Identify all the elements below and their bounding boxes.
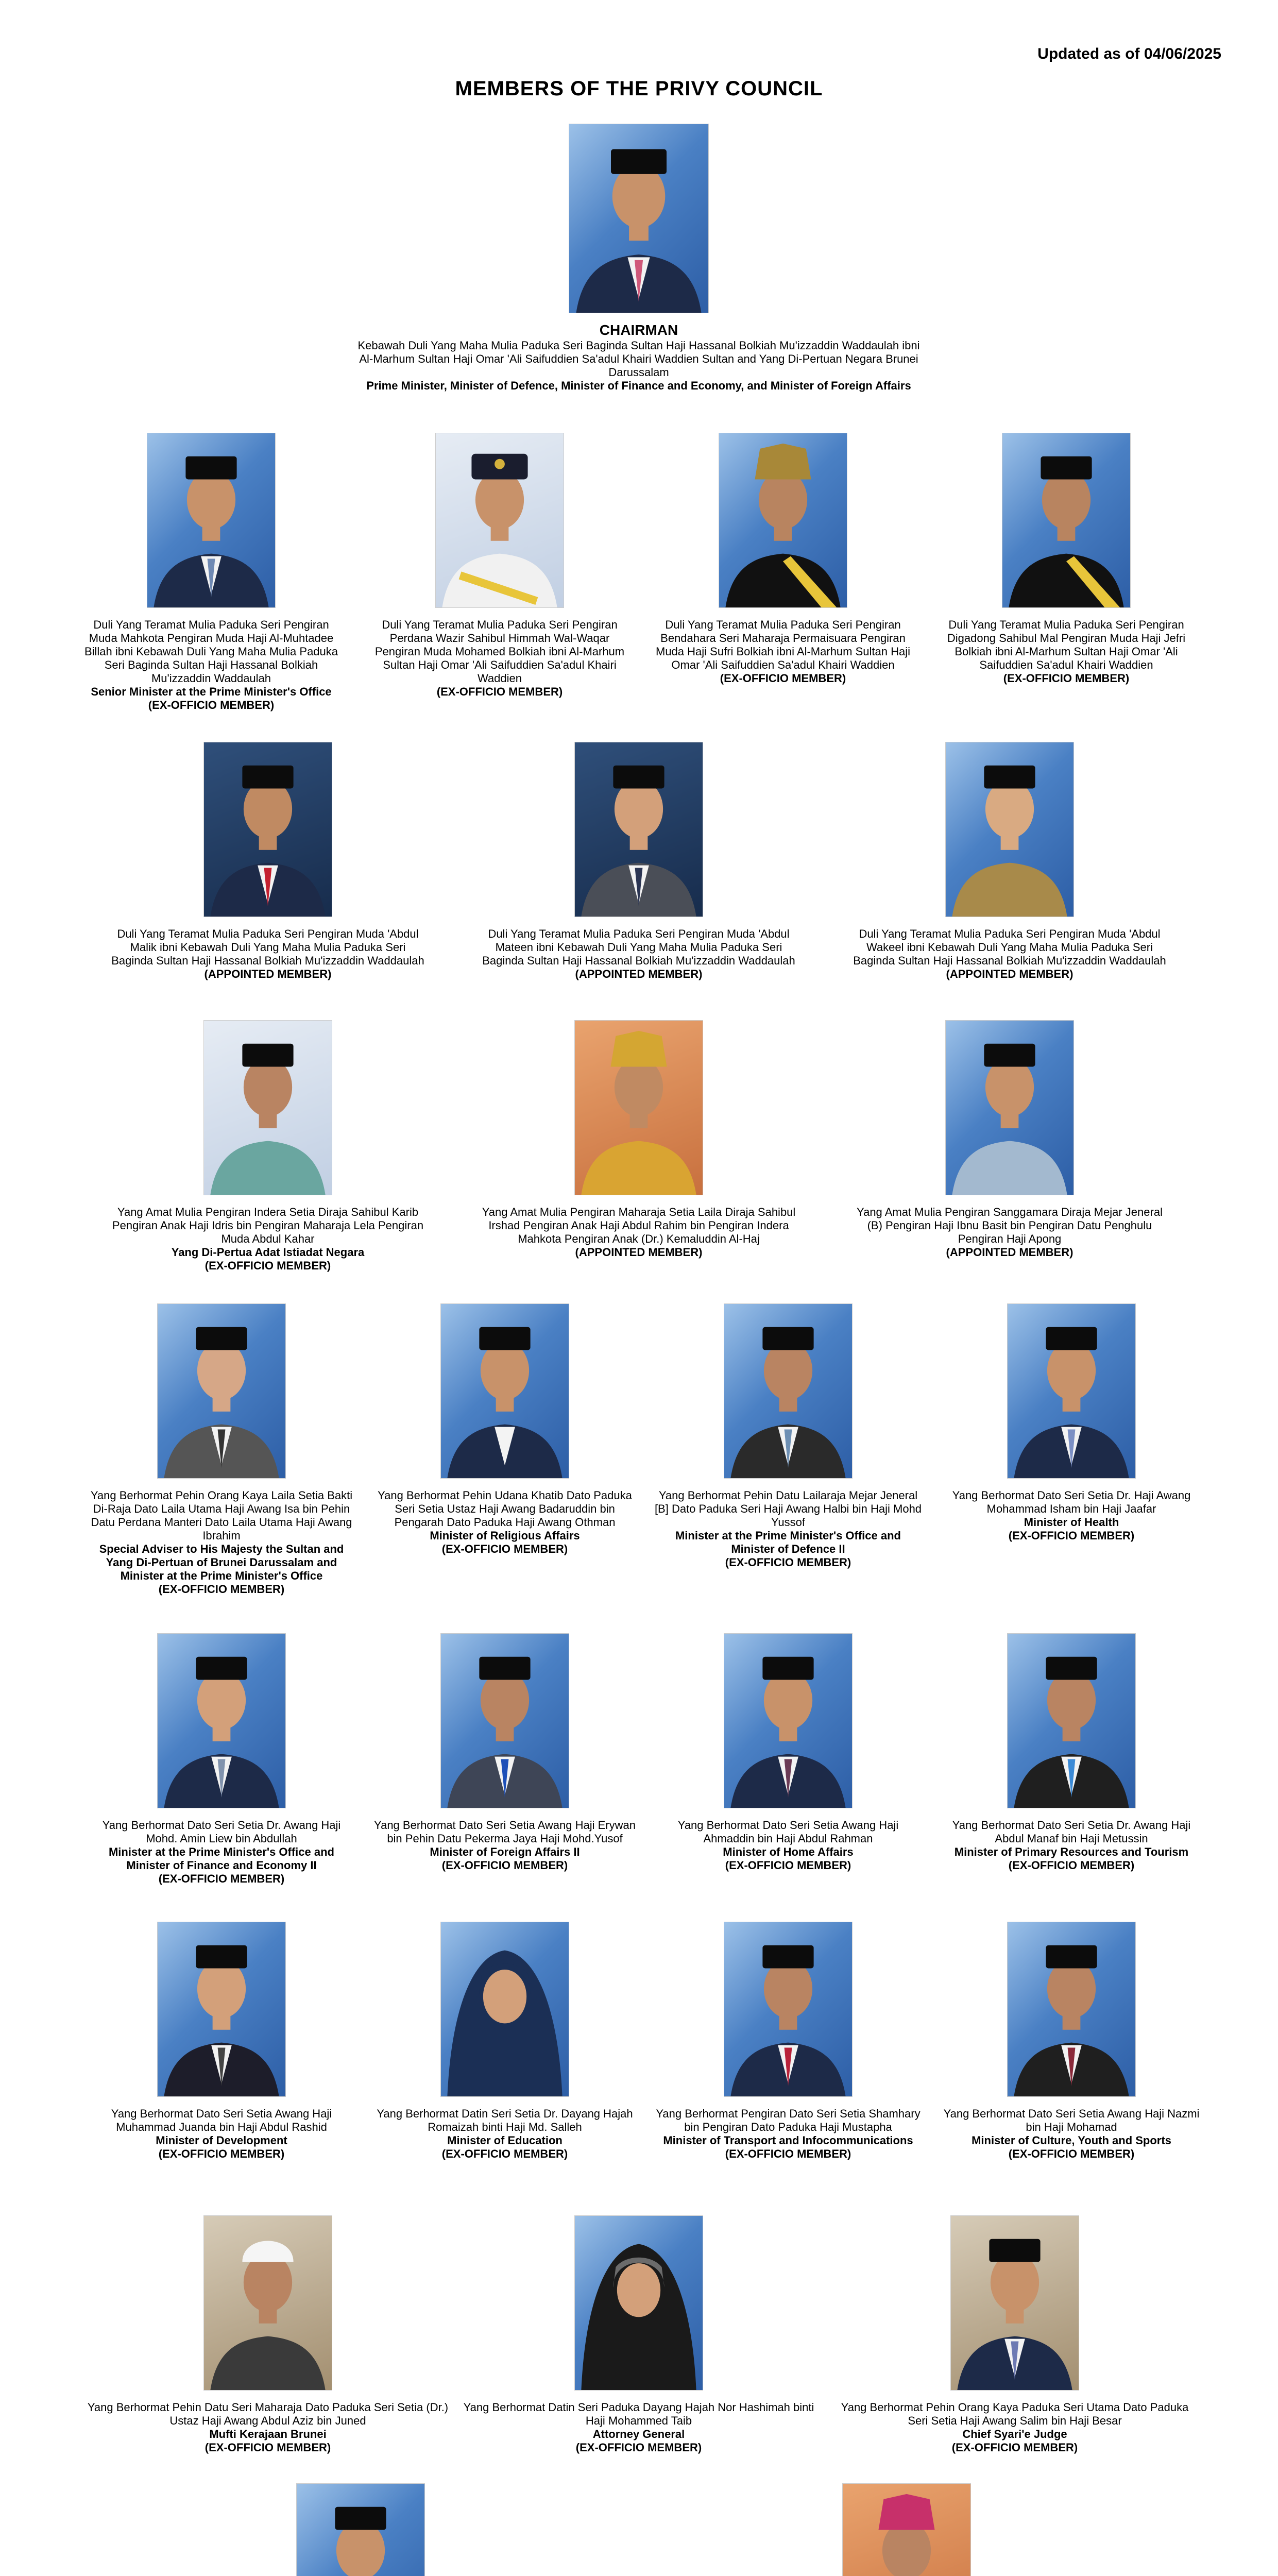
portrait-photo	[435, 433, 564, 608]
member-role: Minister of Education	[447, 2134, 563, 2147]
member-card	[654, 1303, 922, 1569]
member-status: (EX-OFFICIO MEMBER)	[1008, 2147, 1135, 2160]
member-card	[938, 1633, 1205, 1872]
member-card	[82, 433, 340, 712]
member-name: Yang Berhormat Datin Seri Paduka Dayang Hajah Nor Hashimah binti Haji Mohammed Taib	[463, 2401, 814, 2427]
member-caption	[850, 1206, 1169, 1259]
member-role: Yang Di-Pertua Adat Istiadat Negara	[171, 1246, 365, 1259]
member-card	[938, 1922, 1205, 2161]
portrait-photo	[1007, 1303, 1136, 1479]
member-name: Yang Amat Mulia Pengiran Sanggamara Diraja Mejar Jeneral (B) Pengiran Haji Ibnu Basit bin Pengiran Datu Penghulu Pengiran Haji Apong	[857, 1206, 1163, 1245]
member-caption	[371, 1489, 639, 1556]
member-card	[371, 433, 628, 699]
member-name: Yang Berhormat Datin Seri Setia Dr. Dayang Hajah Romaizah binti Haji Md. Salleh	[377, 2107, 633, 2133]
member-card	[654, 433, 912, 685]
portrait-photo	[296, 2483, 425, 2576]
member-role: Minister at the Prime Minister's Office and Minister of Finance and Economy II	[108, 1845, 334, 1872]
member-role: Prime Minister, Minister of Defence, Minister of Finance and Economy, and Minister of Foreign Affairs	[366, 379, 911, 392]
member-caption	[654, 1489, 922, 1569]
portrait-photo	[724, 1633, 853, 1808]
portrait-photo	[203, 742, 332, 917]
member-role: Minister of Culture, Youth and Sports	[972, 2134, 1171, 2147]
member-card	[108, 742, 428, 981]
member-role: Minister of Development	[156, 2134, 287, 2147]
member-card	[834, 2215, 1195, 2454]
member-status: (EX-OFFICIO MEMBER)	[575, 2441, 702, 2454]
member-role: Minister of Health	[1024, 1516, 1119, 1529]
member-name: Duli Yang Teramat Mulia Paduka Seri Pengiran Muda 'Abdul Malik ibni Kebawah Duli Yang Maha Mulia Paduka Seri Baginda Sultan Haji Hassanal Bolkiah Mu'izzaddin Waddaulah	[111, 927, 424, 967]
member-caption	[938, 1819, 1205, 1872]
portrait-photo	[574, 2215, 703, 2391]
member-status: (EX-OFFICIO MEMBER)	[725, 1859, 851, 1872]
member-caption	[834, 2401, 1195, 2454]
member-card	[361, 1922, 649, 2161]
member-name: Duli Yang Teramat Mulia Paduka Seri Pengiran Muda 'Abdul Wakeel ibni Kebawah Duli Yang Maha Mulia Paduka Seri Baginda Sultan Haji Hassanal Bolkiah Mu'izzaddin Waddaulah	[853, 927, 1166, 967]
portrait-photo	[440, 1633, 569, 1808]
updated-date: Updated as of 04/06/2025	[1037, 45, 1221, 62]
portrait-photo	[157, 1922, 286, 2097]
member-role: Attorney General	[592, 2428, 685, 2441]
member-role: Mufti Kerajaan Brunei	[209, 2428, 327, 2441]
member-role: Senior Minister at the Prime Minister's Office	[91, 685, 332, 698]
member-card	[479, 742, 798, 981]
member-name: Yang Berhormat Dato Seri Setia Awang Haji Erywan bin Pehin Datu Pekerma Jaya Haji Mohd.Yusof	[374, 1819, 636, 1845]
member-caption	[88, 1819, 355, 1886]
member-status: (EX-OFFICIO MEMBER)	[1008, 1529, 1135, 1542]
member-caption	[938, 1489, 1205, 1543]
portrait-photo	[950, 2215, 1079, 2391]
member-name: Yang Berhormat Pengiran Dato Seri Setia Shamhary bin Pengiran Dato Paduka Haji Mustapha	[656, 2107, 921, 2133]
member-caption	[371, 1819, 639, 1872]
member-card	[371, 1303, 639, 1556]
portrait-photo	[945, 742, 1074, 917]
member-card	[721, 2483, 1092, 2576]
member-name: Yang Berhormat Pehin Datu Seri Maharaja Dato Paduka Seri Setia (Dr.) Ustaz Haji Awang Abdul Aziz bin Juned	[87, 2401, 449, 2427]
member-name: Yang Amat Mulia Pengiran Indera Setia Diraja Sahibul Karib Pengiran Anak Haji Idris bin Pengiran Maharaja Lela Pengiran Muda Abdul Kahar	[112, 1206, 424, 1245]
member-caption	[82, 618, 340, 712]
member-status: (APPOINTED MEMBER)	[575, 968, 703, 980]
portrait-photo	[147, 433, 276, 608]
member-name: Kebawah Duli Yang Maha Mulia Paduka Seri Baginda Sultan Haji Hassanal Bolkiah Mu'izzaddin Waddaulah ibni Al-Marhum Sultan Haji Omar 'Ali Saifuddien Sa'adul Khairi Waddien Sultan and Yang Di-Pertuan Negara Brunei Darussalam	[357, 339, 920, 379]
member-card	[938, 433, 1195, 685]
member-card	[175, 2483, 546, 2576]
member-status: (EX-OFFICIO MEMBER)	[441, 2147, 568, 2160]
portrait-photo	[203, 2215, 332, 2391]
chairman-caption	[350, 324, 927, 393]
member-name: Yang Berhormat Dato Seri Setia Dr. Awang Haji Abdul Manaf bin Haji Metussin	[952, 1819, 1191, 1845]
member-role: Minister of Religious Affairs	[430, 1529, 580, 1542]
portrait-photo	[724, 1922, 853, 2097]
member-status: (EX-OFFICIO MEMBER)	[1003, 672, 1130, 685]
portrait-photo	[1007, 1922, 1136, 2097]
member-name: Yang Berhormat Pehin Datu Lailaraja Mejar Jeneral [B] Dato Paduka Seri Haji Awang Halbi bin Haji Mohd Yussof	[654, 1489, 922, 1529]
member-name: Yang Berhormat Pehin Orang Kaya Paduka Seri Utama Dato Paduka Seri Setia Haji Awang Salim bin Haji Besar	[841, 2401, 1189, 2427]
member-caption	[654, 2107, 922, 2161]
member-caption	[458, 2401, 819, 2454]
member-card	[654, 1922, 922, 2161]
member-status: (EX-OFFICIO MEMBER)	[725, 1556, 851, 1569]
portrait-photo	[719, 433, 847, 608]
member-role: Minister of Transport and Infocommunications	[663, 2134, 913, 2147]
member-status: (EX-OFFICIO MEMBER)	[205, 2441, 331, 2454]
chairman-heading: CHAIRMAN	[599, 322, 678, 338]
member-caption	[361, 2107, 649, 2161]
member-card	[850, 742, 1169, 981]
member-name: Duli Yang Teramat Mulia Paduka Seri Pengiran Muda 'Abdul Mateen ibni Kebawah Duli Yang Maha Mulia Paduka Seri Baginda Sultan Haji Hassanal Bolkiah Mu'izzaddin Waddaulah	[482, 927, 795, 967]
member-card	[371, 1633, 639, 1872]
portrait-photo	[569, 124, 709, 313]
member-status: (APPOINTED MEMBER)	[946, 968, 1073, 980]
member-status: (EX-OFFICIO MEMBER)	[441, 1543, 568, 1555]
member-caption	[938, 618, 1195, 685]
member-role: Minister of Primary Resources and Tourism	[954, 1845, 1189, 1858]
page-title: MEMBERS OF THE PRIVY COUNCIL	[455, 77, 823, 100]
member-name: Duli Yang Teramat Mulia Paduka Seri Pengiran Perdana Wazir Sahibul Himmah Wal-Waqar Pengiran Muda Mohamed Bolkiah ibni Al-Marhum Sultan Haji Omar 'Ali Saifuddien Sa'adul Khairi Waddien	[374, 618, 625, 685]
member-name: Yang Berhormat Dato Seri Setia Dr. Haji Awang Mohammad Isham bin Haji Jaafar	[952, 1489, 1191, 1515]
member-role: Special Adviser to His Majesty the Sultan and Yang Di-Pertuan of Brunei Darussalam and Minister at the Prime Minister's Office	[99, 1543, 344, 1582]
portrait-photo	[440, 1922, 569, 2097]
portrait-photo	[945, 1020, 1074, 1195]
portrait-photo	[440, 1303, 569, 1479]
member-name: Yang Berhormat Dato Seri Setia Awang Haji Muhammad Juanda bin Haji Abdul Rashid	[111, 2107, 332, 2133]
member-caption	[479, 1206, 798, 1259]
member-name: Duli Yang Teramat Mulia Paduka Seri Pengiran Digadong Sahibul Mal Pengiran Muda Haji Jefri Bolkiah ibni Al-Marhum Sultan Haji Omar 'Ali Saifuddien Sa'adul Khairi Waddien	[947, 618, 1186, 671]
portrait-photo	[1007, 1633, 1136, 1808]
member-status: (EX-OFFICIO MEMBER)	[158, 1583, 285, 1596]
member-status: (APPOINTED MEMBER)	[946, 1246, 1073, 1259]
member-status: (EX-OFFICIO MEMBER)	[205, 1259, 331, 1272]
portrait-photo	[574, 1020, 703, 1195]
member-card	[938, 1303, 1205, 1543]
member-status: (EX-OFFICIO MEMBER)	[725, 2147, 851, 2160]
portrait-photo	[724, 1303, 853, 1479]
member-status: (EX-OFFICIO MEMBER)	[441, 1859, 568, 1872]
member-caption	[371, 618, 628, 699]
member-status: (APPOINTED MEMBER)	[204, 968, 332, 980]
member-name: Yang Berhormat Pehin Udana Khatib Dato Paduka Seri Setia Ustaz Haji Awang Badaruddin bin Pengarah Dato Paduka Haji Awang Othman	[378, 1489, 632, 1529]
member-caption	[479, 927, 798, 981]
member-caption	[108, 927, 428, 981]
portrait-photo	[842, 2483, 971, 2576]
member-caption	[108, 1206, 428, 1273]
member-role: Minister of Home Affairs	[723, 1845, 854, 1858]
member-status: (EX-OFFICIO MEMBER)	[158, 2147, 285, 2160]
member-status: (EX-OFFICIO MEMBER)	[148, 699, 275, 711]
member-name: Yang Berhormat Dato Seri Setia Awang Haji Ahmaddin bin Haji Abdul Rahman	[677, 1819, 899, 1845]
chairman-card	[330, 124, 948, 393]
member-name: Duli Yang Teramat Mulia Paduka Seri Pengiran Muda Mahkota Pengiran Muda Haji Al-Muhtadee Billah ibni Kebawah Duli Yang Maha Mulia Paduka Seri Baginda Sultan Haji Hassanal Bolkiah Mu'izzaddin Waddaulah	[84, 618, 338, 685]
member-caption	[88, 1489, 355, 1596]
member-caption	[938, 2107, 1205, 2161]
member-card	[88, 1633, 355, 1886]
member-role: Chief Syari'e Judge	[962, 2428, 1067, 2441]
member-status: (EX-OFFICIO MEMBER)	[158, 1872, 285, 1885]
portrait-photo	[1002, 433, 1131, 608]
portrait-photo	[574, 742, 703, 917]
portrait-photo	[157, 1303, 286, 1479]
member-status: (EX-OFFICIO MEMBER)	[436, 685, 563, 698]
member-card	[850, 1020, 1169, 1259]
portrait-photo	[203, 1020, 332, 1195]
member-name: Duli Yang Teramat Mulia Paduka Seri Pengiran Bendahara Seri Maharaja Permaisuara Pengiran Muda Haji Sufri Bolkiah ibni Al-Marhum Sultan Haji Omar 'Ali Saifuddien Sa'adul Khairi Waddien	[656, 618, 910, 671]
member-caption	[654, 618, 912, 685]
member-name: Yang Berhormat Dato Seri Setia Dr. Awang Haji Mohd. Amin Liew bin Abdullah	[102, 1819, 341, 1845]
member-card	[82, 2215, 453, 2454]
member-card	[654, 1633, 922, 1872]
member-status: (EX-OFFICIO MEMBER)	[951, 2441, 1078, 2454]
member-caption	[850, 927, 1169, 981]
member-role: Minister at the Prime Minister's Office and Minister of Defence II	[675, 1529, 901, 1555]
member-role: Minister of Foreign Affairs II	[430, 1845, 580, 1858]
member-status: (EX-OFFICIO MEMBER)	[720, 672, 846, 685]
member-card	[88, 1922, 355, 2161]
member-name: Yang Amat Mulia Pengiran Maharaja Setia Laila Diraja Sahibul Irshad Pengiran Anak Haji Abdul Rahim bin Pengiran Indera Mahkota Pengiran Anak (Dr.) Kemaluddin Al-Haj	[482, 1206, 796, 1245]
member-card	[88, 1303, 355, 1596]
member-card	[479, 1020, 798, 1259]
member-card	[458, 2215, 819, 2454]
member-status: (EX-OFFICIO MEMBER)	[1008, 1859, 1135, 1872]
portrait-photo	[157, 1633, 286, 1808]
member-name: Yang Berhormat Pehin Orang Kaya Laila Setia Bakti Di-Raja Dato Laila Utama Haji Awang Isa bin Pehin Datu Perdana Manteri Dato Laila Utama Haji Awang Ibrahim	[90, 1489, 353, 1542]
member-caption	[88, 2107, 355, 2161]
member-status: (APPOINTED MEMBER)	[575, 1246, 703, 1259]
member-name: Yang Berhormat Dato Seri Setia Awang Haji Nazmi bin Haji Mohamad	[943, 2107, 1200, 2133]
member-caption	[654, 1819, 922, 1872]
member-caption	[82, 2401, 453, 2454]
member-card	[108, 1020, 428, 1273]
